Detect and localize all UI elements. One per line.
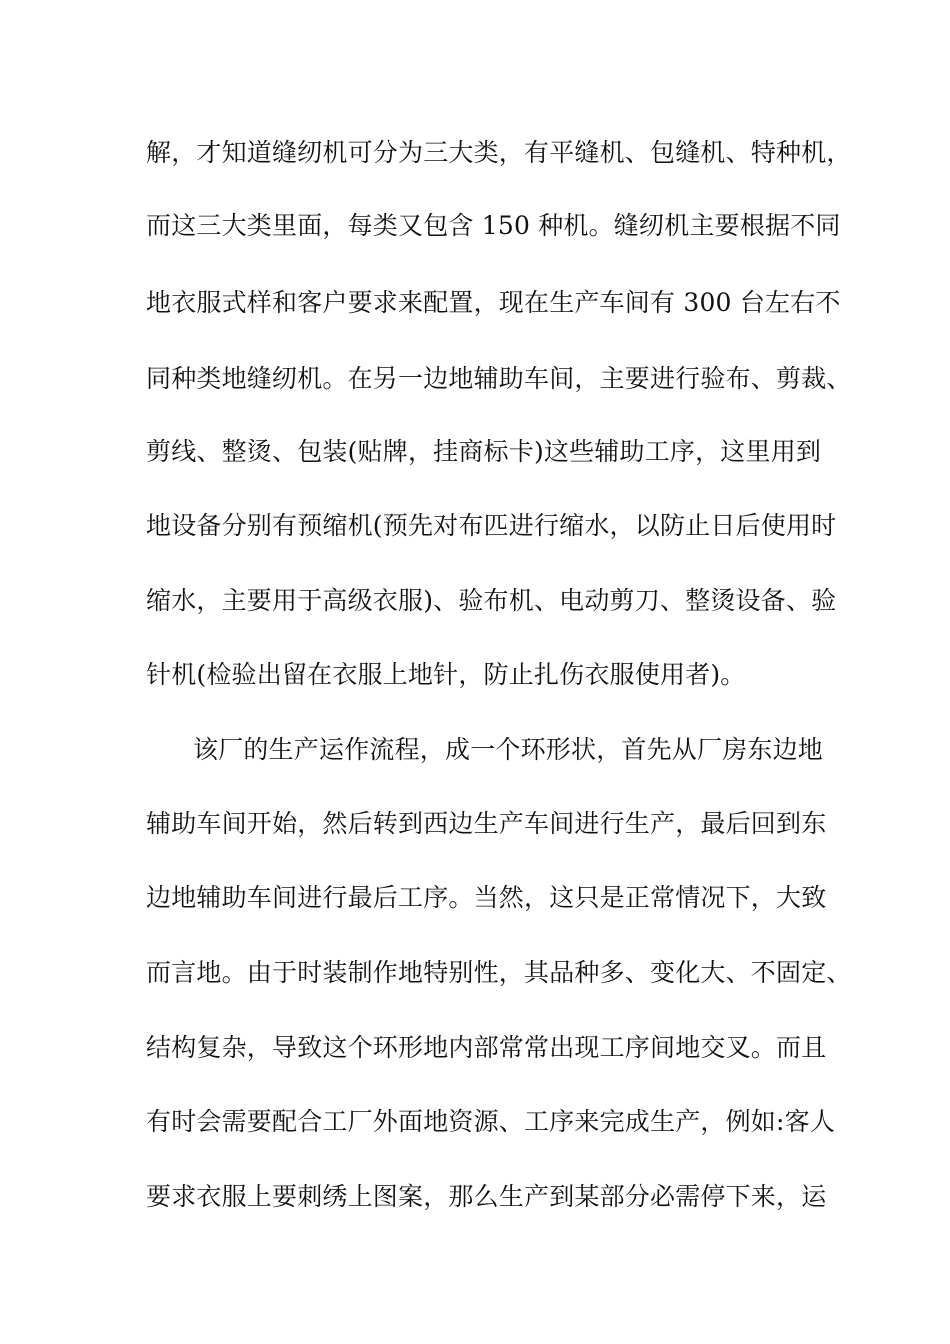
- text-line: 地设备分别有预缩机(预先对布匹进行缩水，以防止日后使用时: [146, 511, 837, 540]
- text-line: 针机(检验出留在衣服上地针，防止扎伤衣服使用者)。: [146, 660, 746, 689]
- text-line: 剪线、整烫、包装(贴牌，挂商标卡)这些辅助工序，这里用到: [146, 437, 822, 466]
- text-line: 结构复杂，导致这个环形地内部常常出现工序间地交叉。而且: [146, 1033, 827, 1062]
- text-line: 边地辅助车间进行最后工序。当然，这只是正常情况下，大致: [146, 883, 827, 912]
- paragraph-first-line: 该厂的生产运作流程，成一个环形状，首先从厂房东边地: [193, 735, 824, 764]
- text-line: 要求衣服上要刺绣上图案，那么生产到某部分必需停下来，运: [146, 1182, 827, 1211]
- text-line: 缩水，主要用于高级衣服)、验布机、电动剪刀、整烫设备、验: [146, 586, 837, 615]
- text-line: 地衣服式样和客户要求来配置，现在生产车间有 300 台左右不: [146, 288, 841, 317]
- text-line: 辅助车间开始，然后转到西边生产车间进行生产，最后回到东: [146, 809, 827, 838]
- text-line: 有时会需要配合工厂外面地资源、工序来完成生产，例如:客人: [146, 1107, 836, 1136]
- text-line: 而言地。由于时装制作地特别性，其品种多、变化大、不固定、: [146, 958, 852, 987]
- text-line: 同种类地缝纫机。在另一边地辅助车间，主要进行验布、剪裁、: [146, 364, 852, 393]
- text-line: 而这三大类里面，每类又包含 150 种机。缝纫机主要根据不同: [146, 211, 841, 240]
- text-line: 解，才知道缝纫机可分为三大类，有平缝机、包缝机、特种机，: [146, 138, 852, 167]
